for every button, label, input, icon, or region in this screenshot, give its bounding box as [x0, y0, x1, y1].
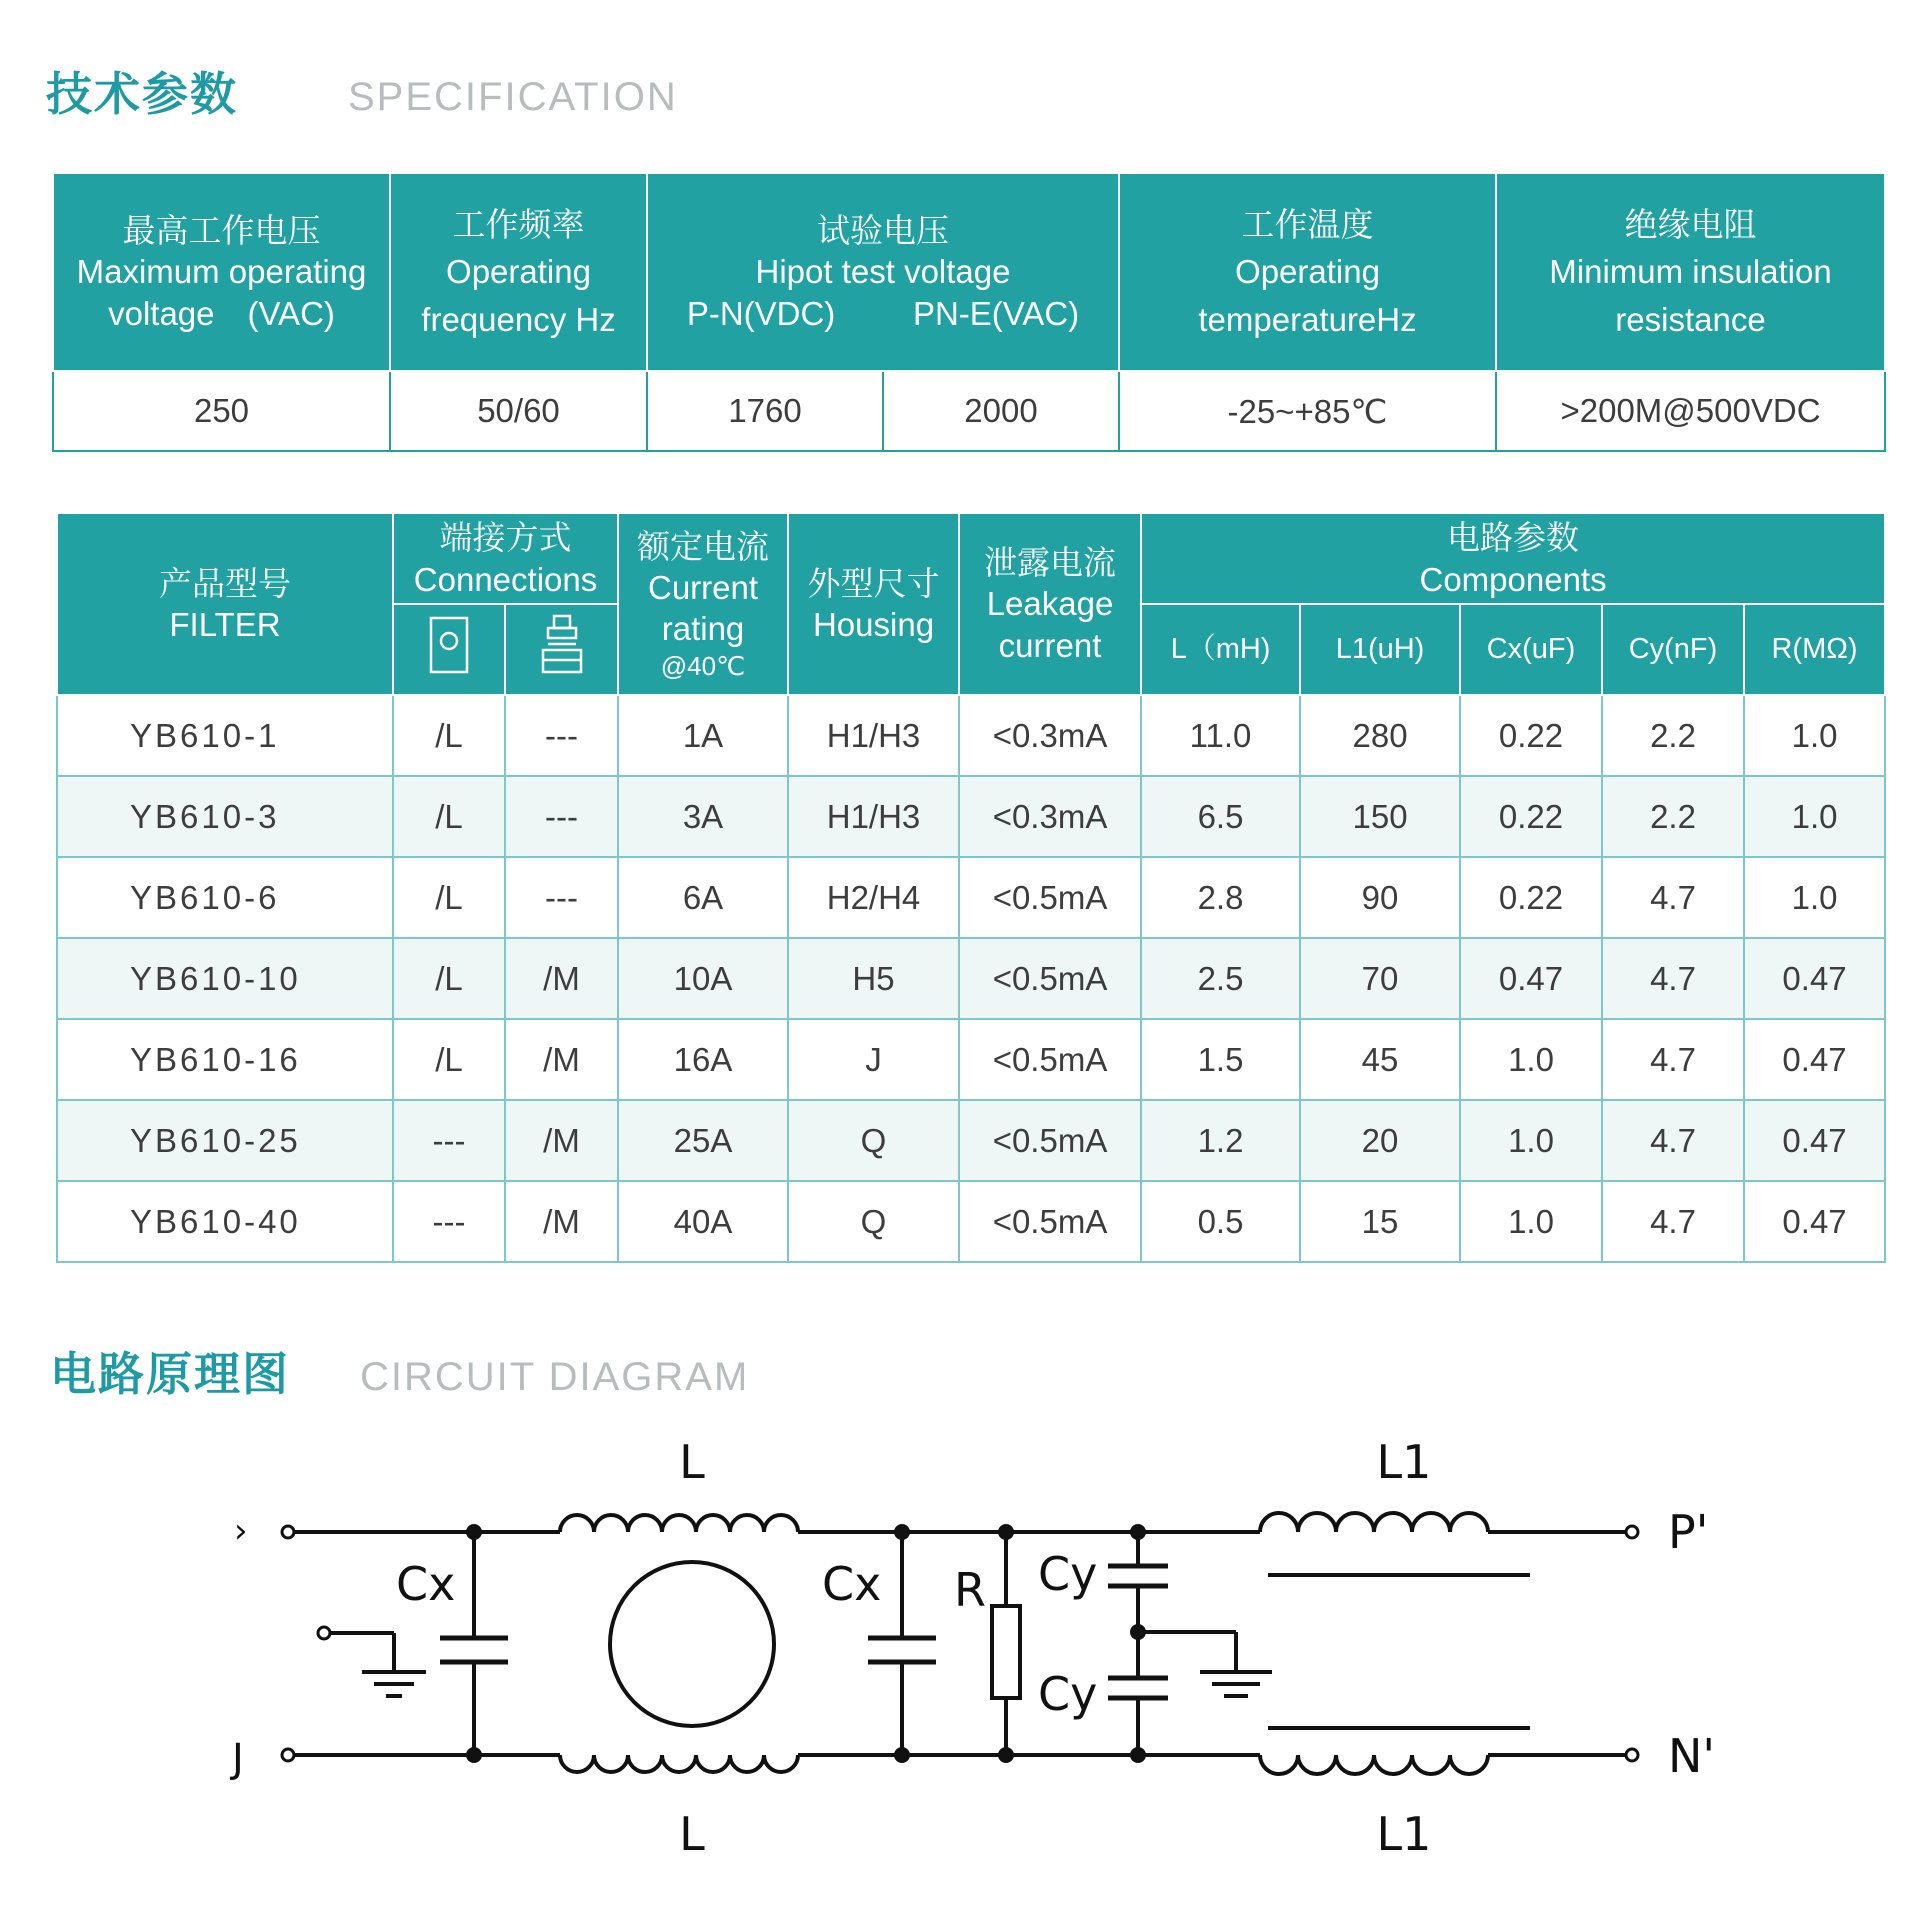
spec-header-en: Minimum insulation [1549, 253, 1832, 291]
cell-r: 1.0 [1744, 695, 1885, 776]
spec-value: 1760 [647, 371, 883, 451]
cell-l: 0.5 [1141, 1181, 1300, 1262]
cell-conn-pcb: --- [393, 1100, 505, 1181]
cell-housing: Q [788, 1100, 959, 1181]
cell-conn-pcb: /L [393, 776, 505, 857]
cell-l1: 15 [1300, 1181, 1460, 1262]
inductor-l-bottom [560, 1755, 798, 1772]
cell-model: YB610-6 [57, 857, 393, 938]
circuit-diagram [0, 1410, 1920, 1890]
cell-conn-screw: --- [505, 776, 618, 857]
cell-conn-screw: /M [505, 1019, 618, 1100]
header-components [1141, 513, 1885, 604]
terminal-n-in [282, 1749, 294, 1761]
header-housing-cn: 外型尺寸 [807, 564, 940, 602]
cell-leakage: <0.5mA [959, 1100, 1141, 1181]
header-filter-cn: 产品型号 [159, 564, 291, 602]
spec-value: 50/60 [390, 371, 647, 451]
header-current [618, 513, 788, 695]
cell-cx: 0.22 [1460, 695, 1602, 776]
label-cx1: Cx [396, 1557, 456, 1611]
circuit-section-title [50, 1338, 749, 1404]
spec-header-row [53, 173, 1885, 371]
label-p-in: › [234, 1511, 248, 1551]
cell-housing: H5 [788, 938, 959, 1019]
spec-header-hipot-sub [648, 293, 1118, 334]
table-row [57, 695, 1885, 776]
cell-l: 1.2 [1141, 1100, 1300, 1181]
label-n-in: J [232, 1736, 244, 1782]
header-leak-cn: 泄露电流 [984, 544, 1117, 582]
circuit-title-en: CIRCUIT DIAGRAM [360, 1355, 750, 1399]
table-row [57, 1100, 1885, 1181]
header-conn-cn: 端接方式 [439, 519, 572, 557]
label-cy2: Cy [1038, 1667, 1098, 1721]
table-row [57, 857, 1885, 938]
cell-conn-pcb: /L [393, 1019, 505, 1100]
cell-housing: J [788, 1019, 959, 1100]
spec-header-hipot [647, 173, 1119, 371]
cell-conn-pcb: /L [393, 938, 505, 1019]
spec-value: -25~+85℃ [1119, 371, 1496, 451]
cell-conn-screw: /M [505, 1181, 618, 1262]
cell-conn-screw: --- [505, 695, 618, 776]
cell-current: 40A [618, 1181, 788, 1262]
cell-housing: H1/H3 [788, 695, 959, 776]
header-comp-cy: Cy(nF) [1602, 604, 1744, 695]
table-row [57, 776, 1885, 857]
header-filter-en: FILTER [169, 606, 281, 643]
spec-header-en: resistance [1615, 300, 1766, 338]
header-filter [57, 513, 393, 695]
cell-cy: 2.2 [1602, 695, 1744, 776]
cell-r: 0.47 [1744, 938, 1885, 1019]
cell-model: YB610-3 [57, 776, 393, 857]
header-conn-pcb [393, 604, 505, 695]
header-comp-l: L（mH) [1141, 604, 1300, 695]
spec-header-cn: 工作频率 [452, 206, 585, 244]
cell-cx: 1.0 [1460, 1181, 1602, 1262]
spec-header-frequency [390, 173, 647, 371]
cell-r: 1.0 [1744, 857, 1885, 938]
cell-conn-pcb: --- [393, 1181, 505, 1262]
header-conn-en: Connections [413, 560, 598, 598]
terminal-p-in [282, 1526, 294, 1538]
header-leak-en: current [998, 626, 1102, 664]
spec-header-insulation [1496, 173, 1885, 371]
label-n-out: N' [1668, 1729, 1716, 1783]
spec-header-cn: 工作温度 [1241, 206, 1374, 244]
product-header-row-1 [57, 513, 1885, 604]
spec-header-cn: 最高工作电压 [122, 212, 321, 250]
inductor-l-top [560, 1515, 798, 1532]
spec-header-pn: P-N(VDC) [686, 294, 836, 332]
spec-title-en: SPECIFICATION [348, 75, 678, 119]
cell-conn-screw: --- [505, 857, 618, 938]
terminal-p-out [1626, 1526, 1638, 1538]
cell-conn-pcb: /L [393, 857, 505, 938]
product-table [56, 512, 1886, 1263]
header-comp-cx: Cx(uF) [1460, 604, 1602, 695]
pcb-terminal-icon [427, 615, 471, 675]
cell-current: 1A [618, 695, 788, 776]
spec-header-en: Operating [1235, 253, 1380, 291]
header-current-cn: 额定电流 [637, 527, 770, 565]
spec-table [52, 172, 1886, 452]
spec-header-cn: 试验电压 [817, 212, 949, 250]
cell-l1: 150 [1300, 776, 1460, 857]
label-l1-top: L1 [1376, 1435, 1432, 1489]
inductor-l1-bottom [1260, 1755, 1488, 1774]
header-conn-screw [505, 604, 618, 695]
header-housing-en: Housing [812, 606, 935, 643]
cell-current: 3A [618, 776, 788, 857]
spec-header-en: frequency Hz [421, 300, 616, 338]
header-leak-en: Leakage [986, 585, 1114, 623]
cell-l: 1.5 [1141, 1019, 1300, 1100]
terminal-n-out [1626, 1749, 1638, 1761]
resistor [992, 1606, 1020, 1698]
cell-current: 10A [618, 938, 788, 1019]
table-row [57, 1019, 1885, 1100]
cell-r: 1.0 [1744, 776, 1885, 857]
spec-header-en: temperatureHz [1198, 300, 1417, 338]
cell-model: YB610-1 [57, 695, 393, 776]
cell-l1: 90 [1300, 857, 1460, 938]
header-comp-l1: L1(uH) [1300, 604, 1460, 695]
cell-leakage: <0.3mA [959, 695, 1141, 776]
spec-value-row [53, 371, 1885, 451]
table-row [57, 938, 1885, 1019]
label-cx2: Cx [822, 1557, 882, 1611]
cell-current: 6A [618, 857, 788, 938]
cell-model: YB610-40 [57, 1181, 393, 1262]
header-housing [788, 513, 959, 695]
cell-cy: 4.7 [1602, 1100, 1744, 1181]
cell-l1: 280 [1300, 695, 1460, 776]
header-connections [393, 513, 618, 604]
cell-model: YB610-10 [57, 938, 393, 1019]
cell-cy: 4.7 [1602, 857, 1744, 938]
cell-cx: 0.47 [1460, 938, 1602, 1019]
circuit-title-cn: 电路原理图 [50, 1348, 290, 1400]
header-leakage [959, 513, 1141, 695]
cell-cx: 0.22 [1460, 776, 1602, 857]
spec-header-voltage [53, 173, 390, 371]
header-comp-cn: 电路参数 [1447, 519, 1580, 557]
cell-l: 11.0 [1141, 695, 1300, 776]
spec-header-en: voltage (VAC) [108, 294, 335, 332]
spec-value: 250 [53, 371, 390, 451]
cell-cy: 2.2 [1602, 776, 1744, 857]
spec-value: >200M@500VDC [1496, 371, 1885, 451]
cell-r: 0.47 [1744, 1181, 1885, 1262]
header-current-note: @40℃ [660, 650, 746, 681]
cell-leakage: <0.5mA [959, 857, 1141, 938]
spec-header-temperature [1119, 173, 1496, 371]
spec-title-cn: 技术参数 [46, 68, 238, 120]
cell-r: 0.47 [1744, 1019, 1885, 1100]
cell-cy: 4.7 [1602, 938, 1744, 1019]
cell-housing: Q [788, 1181, 959, 1262]
cell-leakage: <0.5mA [959, 938, 1141, 1019]
inductor-l1-top [1260, 1513, 1488, 1532]
cell-cy: 4.7 [1602, 1019, 1744, 1100]
spec-header-en: Operating [446, 253, 591, 291]
spec-section-title [46, 58, 678, 124]
spec-header-pne: PN-E(VAC) [912, 294, 1080, 332]
cell-housing: H1/H3 [788, 776, 959, 857]
cell-r: 0.47 [1744, 1100, 1885, 1181]
cell-l1: 70 [1300, 938, 1460, 1019]
spec-header-cn: 绝缘电阻 [1624, 206, 1757, 244]
spec-header-en: Hipot test voltage [755, 253, 1011, 291]
cell-leakage: <0.3mA [959, 776, 1141, 857]
cell-l: 2.5 [1141, 938, 1300, 1019]
cell-current: 25A [618, 1100, 788, 1181]
cell-current: 16A [618, 1019, 788, 1100]
product-rows [57, 695, 1885, 1262]
header-current-en: rating [661, 610, 745, 648]
label-l-bottom: L [679, 1807, 705, 1861]
cell-l: 2.8 [1141, 857, 1300, 938]
cell-cx: 1.0 [1460, 1100, 1602, 1181]
cell-housing: H2/H4 [788, 857, 959, 938]
table-row [57, 1181, 1885, 1262]
cell-model: YB610-25 [57, 1100, 393, 1181]
header-comp-en: Components [1419, 560, 1607, 598]
label-p-out: P' [1668, 1505, 1709, 1559]
cell-cx: 0.22 [1460, 857, 1602, 938]
cell-leakage: <0.5mA [959, 1181, 1141, 1262]
label-l1-bottom: L1 [1376, 1807, 1432, 1861]
cell-l1: 20 [1300, 1100, 1460, 1181]
cell-conn-screw: /M [505, 1100, 618, 1181]
header-comp-r: R(MΩ) [1744, 604, 1885, 695]
cell-leakage: <0.5mA [959, 1019, 1141, 1100]
cell-cx: 1.0 [1460, 1019, 1602, 1100]
label-cy1: Cy [1038, 1547, 1098, 1601]
cell-l1: 45 [1300, 1019, 1460, 1100]
terminal-pe-in [318, 1627, 330, 1639]
cell-conn-screw: /M [505, 938, 618, 1019]
screw-terminal-icon [540, 614, 584, 676]
label-l-top: L [679, 1435, 705, 1489]
spec-header-en: Maximum operating [76, 253, 367, 291]
choke-core [610, 1562, 774, 1726]
cell-l: 6.5 [1141, 776, 1300, 857]
cell-cy: 4.7 [1602, 1181, 1744, 1262]
label-r: R [954, 1563, 986, 1617]
cell-model: YB610-16 [57, 1019, 393, 1100]
header-current-en: Current [647, 569, 759, 607]
cell-conn-pcb: /L [393, 695, 505, 776]
spec-value: 2000 [883, 371, 1119, 451]
